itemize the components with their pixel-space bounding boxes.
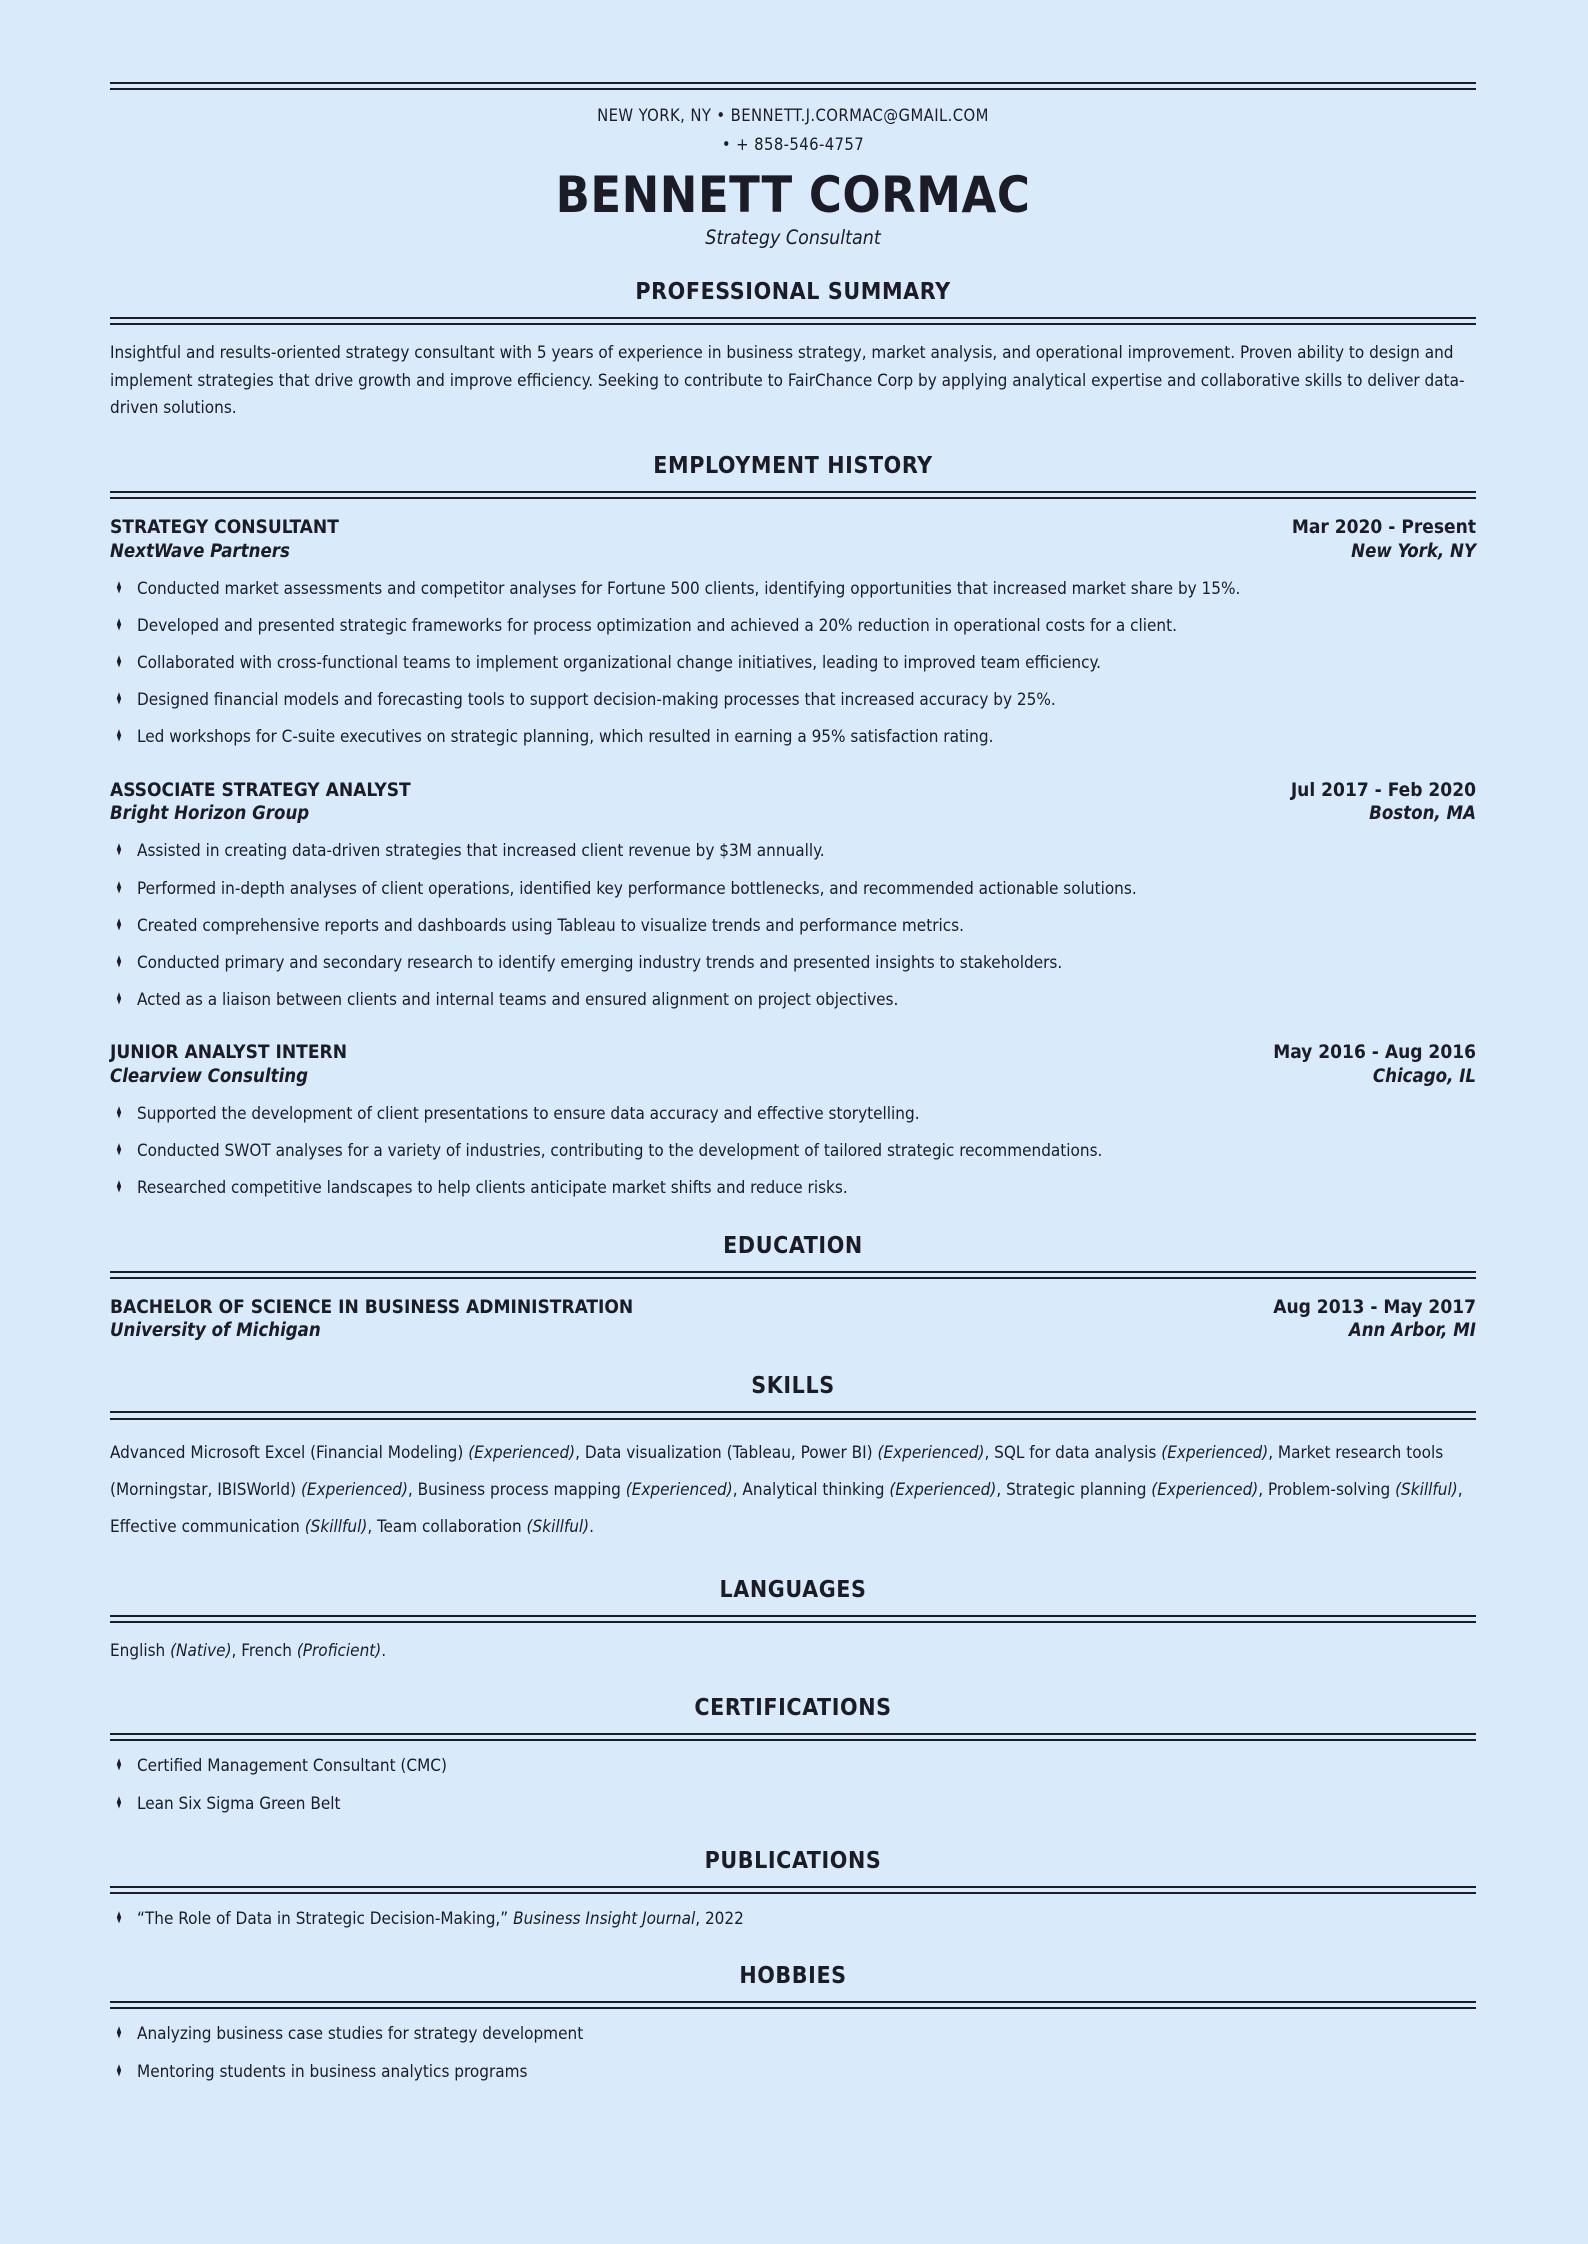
skill-name: French <box>241 1641 297 1662</box>
job-company: NextWave Partners <box>110 540 290 562</box>
contact-line-2: • + 858-546-4757 <box>721 135 865 155</box>
diamond-bullet-icon: ♦ <box>115 1177 123 1198</box>
skill-name: Strategic planning <box>1006 1480 1152 1501</box>
list-item: ♦ Developed and presented strategic frameworks for process optimization and achieved a 20% reduction in operational costs for a client. <box>110 613 1476 640</box>
diamond-bullet-icon: ♦ <box>115 689 123 710</box>
hobbies-list <box>110 2021 1476 2085</box>
job-bullets <box>110 576 1476 752</box>
job-title: JUNIOR ANALYST INTERN <box>110 1041 347 1064</box>
skill-level: (Experienced) <box>300 1480 408 1501</box>
job-entry <box>110 778 1476 1015</box>
list-item: ♦ Lean Six Sigma Green Belt <box>110 1791 1476 1818</box>
skill-name: SQL for data analysis <box>994 1442 1162 1463</box>
list-item: ♦ Certified Management Consultant (CMC) <box>110 1753 1476 1780</box>
jobs-list <box>110 515 1476 1203</box>
section-publications <box>110 1848 1476 1933</box>
job-company: Bright Horizon Group <box>110 803 310 825</box>
diamond-bullet-icon: ♦ <box>115 2060 123 2081</box>
diamond-bullet-icon: ♦ <box>115 651 123 673</box>
diamond-bullet-icon: ♦ <box>115 840 123 861</box>
job-location: Boston, MA <box>1369 803 1476 825</box>
degree-title: BACHELOR OF SCIENCE IN BUSINESS ADMINISTRATION <box>110 1295 634 1318</box>
skill-name: English <box>110 1641 171 1662</box>
skill-level: (Native) <box>170 1641 232 1662</box>
section-languages <box>110 1577 1476 1665</box>
diamond-bullet-icon: ♦ <box>115 726 123 747</box>
skill-level: (Experienced) <box>1151 1480 1259 1501</box>
diamond-bullet-icon: ♦ <box>115 877 123 898</box>
skill-name: Analytical thinking <box>742 1480 890 1501</box>
section-heading: LANGUAGES <box>719 1576 867 1603</box>
summary-text: Insightful and results-oriented strategy consultant with 5 years of experience in business strategy, market analysis, and operational improvement. Proven ability to design and implement strategies that drive growth and improve efficiency. Seeking to contribute to FairChance Corp by applying analytical expertise and collaborative skills to deliver data-driven solutions. <box>110 343 1465 419</box>
skill-level: (Experienced) <box>889 1480 997 1501</box>
job-location: New York, NY <box>1351 540 1476 562</box>
skill-name: Business process mapping <box>417 1480 626 1501</box>
list-item: ♦ Assisted in creating data-driven strategies that increased client revenue by $3M annually. <box>110 838 1476 865</box>
job-entry <box>110 515 1476 752</box>
skill-level: (Experienced) <box>877 1442 985 1463</box>
skill-level: (Skillful) <box>1395 1480 1458 1501</box>
list-item: ♦ Collaborated with cross-functional teams to implement organizational change initiatives, leading to improved team efficiency. <box>110 650 1476 677</box>
skill-level: (Proficient) <box>296 1641 382 1662</box>
skill-name: Effective communication <box>110 1517 305 1538</box>
section-education <box>110 1233 1476 1344</box>
diamond-bullet-icon: ♦ <box>115 951 123 972</box>
section-heading: PUBLICATIONS <box>704 1847 882 1874</box>
section-certifications <box>110 1695 1476 1818</box>
section-employment-history <box>110 453 1476 1203</box>
job-title: ASSOCIATE STRATEGY ANALYST <box>110 778 411 801</box>
list-item: ♦ Acted as a liaison between clients and internal teams and ensured alignment on project objectives. <box>110 987 1476 1014</box>
contact-line-1: NEW YORK, NY • BENNETT.J.CORMAC@GMAIL.COM <box>597 106 989 126</box>
skill-level: (Skillful) <box>526 1517 590 1538</box>
section-divider <box>110 1271 1476 1279</box>
skill-name: Market research tools (Morningstar, IBISWorld) <box>110 1442 1444 1501</box>
certifications-list <box>110 1753 1476 1817</box>
section-hobbies <box>110 1963 1476 2086</box>
job-dates: Mar 2020 - Present <box>1291 515 1476 538</box>
candidate-name: BENNETT CORMAC <box>555 165 1031 224</box>
education-entry <box>110 1295 1476 1344</box>
contact-block <box>110 102 1476 160</box>
list-item: ♦ “The Role of Data in Strategic Decision-Making,” Business Insight Journal, 2022 <box>110 1906 1476 1933</box>
list-item: ♦ Supported the development of client presentations to ensure data accuracy and effective storytelling. <box>110 1101 1476 1128</box>
section-heading: PROFESSIONAL SUMMARY <box>635 278 951 305</box>
publications-list <box>110 1906 1476 1933</box>
section-heading: CERTIFICATIONS <box>694 1695 892 1722</box>
list-item: ♦ Researched competitive landscapes to help clients anticipate market shifts and reduce risks. <box>110 1175 1476 1202</box>
job-entry <box>110 1040 1476 1202</box>
diamond-bullet-icon: ♦ <box>115 2023 123 2044</box>
section-heading: SKILLS <box>751 1373 835 1400</box>
list-item: ♦ Conducted market assessments and competitor analyses for Fortune 500 clients, identifying opportunities that increased market share by 15%. <box>110 576 1476 603</box>
diamond-bullet-icon: ♦ <box>115 1102 123 1124</box>
diamond-bullet-icon: ♦ <box>115 577 123 598</box>
section-professional-summary <box>110 279 1476 423</box>
school-name: University of Michigan <box>110 1320 321 1342</box>
section-divider <box>110 1615 1476 1623</box>
skill-name: Data visualization (Tableau, Power BI) <box>584 1442 878 1463</box>
section-divider <box>110 2001 1476 2009</box>
diamond-bullet-icon: ♦ <box>115 1755 123 1776</box>
education-dates: Aug 2013 - May 2017 <box>1273 1295 1476 1318</box>
section-divider <box>110 491 1476 499</box>
job-title: STRATEGY CONSULTANT <box>110 515 339 538</box>
section-divider <box>110 1886 1476 1894</box>
languages-list: English (Native), French (Proficient). <box>110 1641 387 1662</box>
top-divider <box>110 82 1476 90</box>
skill-level: (Experienced) <box>468 1442 576 1463</box>
skill-name: Team collaboration <box>377 1517 527 1538</box>
skills-list: Advanced Microsoft Excel (Financial Modeling) (Experienced), Data visualization (Tableau, Power BI) (Experienced), SQL for data analysis (Experienced), Market research tools (Morningstar, IBISWorld) (Experienced), Business process mapping (Experienced), Analytical thinking (Experienced), Strategic planning (Experienced), Problem-solving (Skillful), Effective communication (Skillful), Team collaboration (Skillful). <box>110 1442 1463 1538</box>
skill-level: (Experienced) <box>1161 1442 1269 1463</box>
skill-level: (Skillful) <box>304 1517 368 1538</box>
job-dates: Jul 2017 - Feb 2020 <box>1290 778 1476 801</box>
section-heading: EMPLOYMENT HISTORY <box>653 452 933 479</box>
diamond-bullet-icon: ♦ <box>115 614 123 635</box>
diamond-bullet-icon: ♦ <box>115 1140 123 1161</box>
diamond-bullet-icon: ♦ <box>115 988 123 1010</box>
section-heading: HOBBIES <box>739 1963 847 1990</box>
job-company: Clearview Consulting <box>110 1065 309 1087</box>
section-divider <box>110 1411 1476 1419</box>
list-item: ♦ Analyzing business case studies for strategy development <box>110 2021 1476 2048</box>
list-item: ♦ Created comprehensive reports and dashboards using Tableau to visualize trends and performance metrics. <box>110 913 1476 940</box>
candidate-title: Strategy Consultant <box>705 225 881 249</box>
diamond-bullet-icon: ♦ <box>115 914 123 935</box>
skill-name: Problem-solving <box>1267 1480 1396 1501</box>
list-item: ♦ Mentoring students in business analytics programs <box>110 2059 1476 2086</box>
list-item: ♦ Conducted primary and secondary research to identify emerging industry trends and presented insights to stakeholders. <box>110 950 1476 977</box>
job-bullets <box>110 1101 1476 1203</box>
list-item: ♦ Led workshops for C-suite executives on strategic planning, which resulted in earning a 95% satisfaction rating. <box>110 724 1476 751</box>
section-divider <box>110 1733 1476 1741</box>
job-dates: May 2016 - Aug 2016 <box>1273 1041 1476 1064</box>
list-item: ♦ Conducted SWOT analyses for a variety of industries, contributing to the development of tailored strategic recommendations. <box>110 1138 1476 1165</box>
skill-name: Advanced Microsoft Excel (Financial Modeling) <box>110 1442 469 1463</box>
skill-level: (Experienced) <box>625 1480 733 1501</box>
section-divider <box>110 317 1476 325</box>
list-item: ♦ Performed in-depth analyses of client operations, identified key performance bottlenecks, and recommended actionable solutions. <box>110 876 1476 903</box>
list-item: ♦ Designed financial models and forecasting tools to support decision-making processes that increased accuracy by 25%. <box>110 687 1476 714</box>
education-location: Ann Arbor, MI <box>1348 1320 1476 1342</box>
section-heading: EDUCATION <box>723 1232 863 1259</box>
job-location: Chicago, IL <box>1372 1065 1476 1087</box>
section-skills <box>110 1373 1476 1546</box>
diamond-bullet-icon: ♦ <box>115 1792 123 1813</box>
job-bullets <box>110 838 1476 1014</box>
diamond-bullet-icon: ♦ <box>115 1907 123 1929</box>
